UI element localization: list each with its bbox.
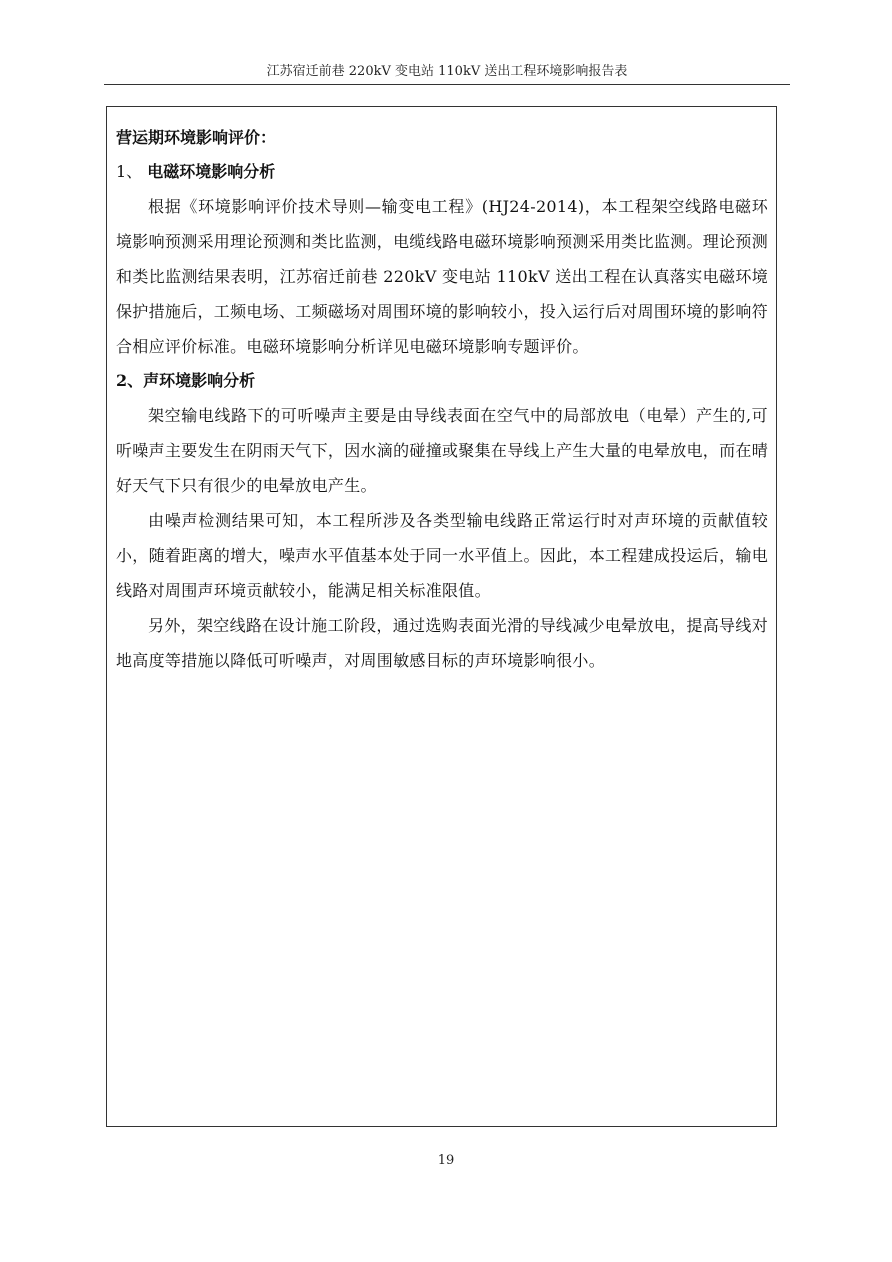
subsection-number: 2、: [116, 371, 144, 390]
content-box: [106, 106, 777, 1127]
paragraph-electromagnetic: 根据《环境影响评价技术导则—输变电工程》(HJ24-2014)，本工程架空线路电磁环境影响预测采用理论预测和类比监测，电缆线路电磁环境影响预测采用类比监测。理论预测和类比监测结果表明，江苏宿迁前巷 220kV 变电站 110kV 送出工程在认真落实电磁环境保护措施后，工频电场、工频磁场对周围环境的影响较小，投入运行后对周围环境的影响符合相应评价标准。电磁环境影响分析详见电磁环境影响专题评价。: [116, 197, 769, 356]
paragraph-noise-monitoring: 由噪声检测结果可知，本工程所涉及各类型输电线路正常运行时对声环境的贡献值较小，随着距离的增大，噪声水平值基本处于同一水平值上。因此，本工程建成投运后，输电线路对周围声环境贡献较小，能满足相关标准限值。: [116, 511, 769, 600]
section-title: 营运期环境影响评价：: [116, 128, 277, 147]
page-header: [104, 62, 790, 85]
subsection-number: 1、: [116, 162, 143, 181]
subsection-title-acoustic: [116, 364, 768, 398]
page-number: 19: [437, 1153, 455, 1168]
subsection-text: 声环境影响分析: [143, 371, 256, 390]
paragraph-mitigation: 另外，架空线路在设计施工阶段，通过选购表面光滑的导线减少电晕放电，提高导线对地高度等措施以降低可听噪声，对周围敏感目标的声环境影响很小。: [116, 616, 768, 670]
subsection-title-electromagnetic: [116, 155, 768, 189]
paragraph-corona-noise: 架空输电线路下的可听噪声主要是由导线表面在空气中的局部放电（电晕）产生的,可听噪声主要发生在阴雨天气下，因水滴的碰撞或聚集在导线上产生大量的电晕放电，而在晴好天气下只有很少的电晕放电产生。: [116, 406, 769, 495]
subsection-text: 电磁环境影响分析: [147, 162, 276, 181]
header-title: 江苏宿迁前巷 220kV 变电站 110kV 送出工程环境影响报告表: [266, 64, 628, 79]
